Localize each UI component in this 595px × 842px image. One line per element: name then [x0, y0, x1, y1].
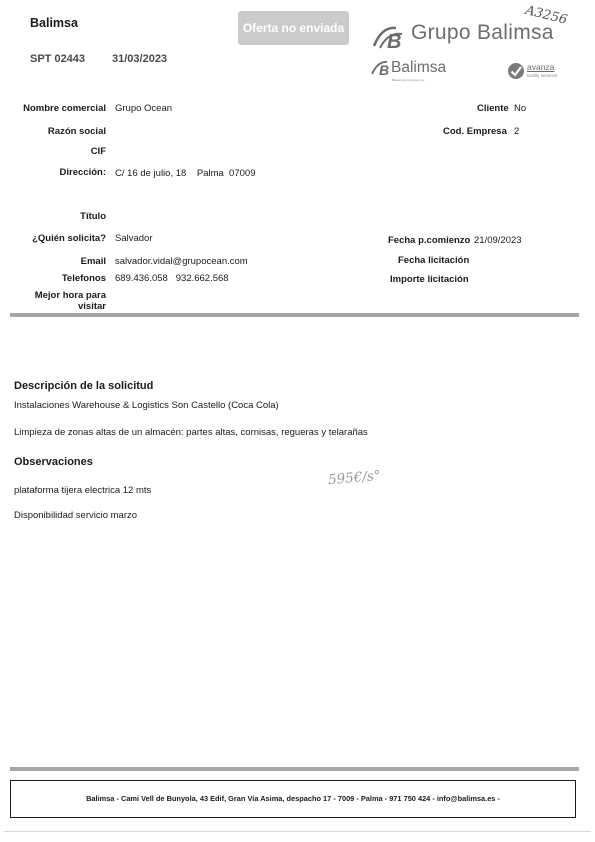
solicitud-line-2: Limpieza de zonas altas de un almacén: partes altas, cornisas, regueras y telarañas — [14, 427, 368, 438]
balimsa-wordmark: Balimsa — [391, 59, 447, 76]
nombre-comercial-label: Nombre comercial — [23, 103, 106, 114]
telefonos-value: 689.436.058 932.662.568 — [115, 273, 229, 284]
mejor-hora-label — [14, 290, 106, 312]
observaciones-line-2: Disponibilidad servicio marzo — [14, 510, 138, 521]
grupo-balimsa-wordmark: Grupo Balimsa — [411, 21, 554, 44]
razon-social-label: Razón social — [47, 126, 106, 137]
handwritten-code: A3256 — [523, 3, 569, 28]
avanza-wordmark: avanza — [527, 62, 555, 72]
page-bottom-rule — [4, 831, 591, 832]
avanza-tagline: facility services — [527, 73, 558, 78]
reference-number: SPT 02443 — [30, 53, 86, 65]
balimsa-tagline: Balears de Limpieza s.a. — [392, 78, 425, 82]
fecha-comienzo-label: Fecha p.comienzo — [388, 235, 471, 246]
svg-text:B: B — [379, 62, 390, 78]
observaciones-line-1: plataforma tijera electrica 12 mts — [14, 485, 152, 496]
avanza-logo — [507, 62, 525, 83]
solicitud-line-1: Instalaciones Warehouse & Logistics Son Castello (Coca Cola) — [14, 400, 279, 411]
mejor-hora-label-line1: Mejor hora para — [34, 290, 106, 301]
document-date: 31/03/2023 — [112, 53, 168, 65]
grupo-balimsa-logo — [370, 22, 406, 55]
balimsa-sub-logo — [370, 58, 392, 81]
nombre-comercial-value: Grupo Ocean — [115, 103, 173, 114]
cod-empresa-value: 2 — [514, 126, 520, 137]
observaciones-title: Observaciones — [14, 456, 93, 468]
company-name: Balimsa — [30, 16, 78, 30]
balimsa-emblem-icon — [370, 22, 406, 52]
cif-label: CIF — [90, 146, 106, 157]
telefonos-label: Telefonos — [61, 273, 106, 284]
cliente-label: Cliente — [477, 103, 509, 114]
cod-empresa-label: Cod. Empresa — [443, 126, 507, 137]
direccion-value: C/ 16 de julio, 18 Palma 07009 — [115, 168, 256, 179]
status-badge: Oferta no enviada — [238, 11, 349, 45]
importe-licitacion-label: Importe licitación — [390, 274, 469, 285]
svg-text:B: B — [387, 31, 402, 52]
fecha-licitacion-label: Fecha licitación — [398, 255, 470, 266]
avanza-check-icon — [507, 62, 525, 80]
mejor-hora-label-line2: visitar — [78, 301, 106, 312]
section-divider — [10, 313, 579, 317]
quien-solicita-label: ¿Quién solicita? — [32, 233, 106, 244]
solicitud-title: Descripción de la solicitud — [14, 380, 154, 392]
cliente-value: No — [514, 103, 527, 114]
footer-address: Balimsa - Cami Vell de Bunyola, 43 Edif, Gran Via Asima, despacho 17 - 7009 - Palma - 971 750 424 - info@balimsa.es - — [86, 794, 500, 803]
email-value: salvador.vidal@grupocean.com — [115, 256, 248, 267]
direccion-label: Dirección: — [59, 167, 106, 178]
quien-solicita-value: Salvador — [115, 233, 153, 244]
footer-divider — [10, 767, 579, 771]
handwritten-price: 595€/s° — [327, 467, 382, 489]
balimsa-small-emblem-icon — [370, 58, 392, 78]
email-label: Email — [80, 256, 106, 267]
fecha-comienzo-value: 21/09/2023 — [474, 235, 522, 246]
titulo-label: Título — [80, 211, 106, 222]
